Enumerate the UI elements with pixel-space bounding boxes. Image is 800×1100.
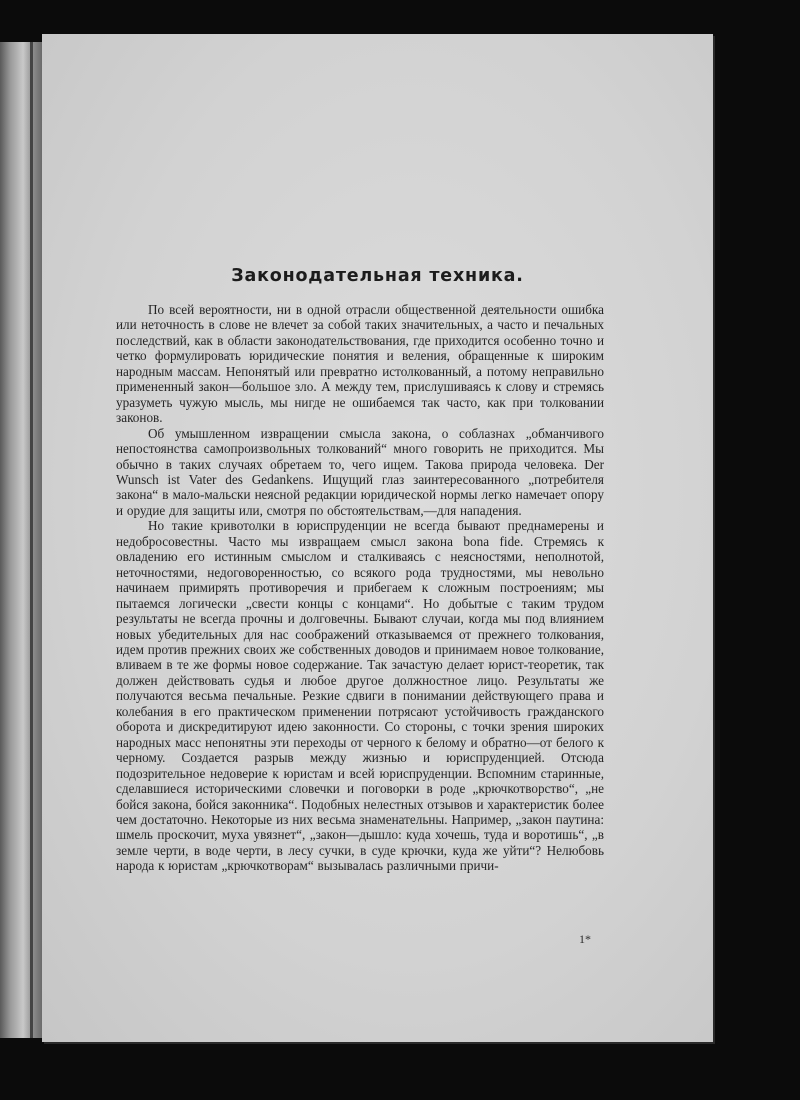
page-stack-edge (0, 42, 42, 1038)
page-title: Законодательная техника. (231, 266, 524, 286)
paragraph: Об умышленном извращении смысла закона, о соблазнах „обманчивого непостоянства самопроизвольных толкований“ много говорить не приходится. Мы обычно в таких случаях обретаем то, чего ищем. Такова природа человека. Der Wunsch ist Vater des Gedankens. Ищущий глаз заинтересованного „потребителя закона“ в мало-мальски неясной редакции юридической нормы легко намечает опору и орудие для защиты или, смотря по обстоятельствам,—для нападения. (116, 425, 604, 518)
body-text (116, 302, 604, 874)
paragraph: Но такие кривотолки в юриспруденции не всегда бывают преднамерены и недобросовестны. Часто мы извращаем смысл закона bona fide. Стремясь к овладению его истинным смыслом и сталкиваясь с неясностями, неполнотой, неточностями, недоговоренностью, со всякого рода трудностями, мы невольно начинаем примирять противоречия и прибегаем к сложным построениям; мы пытаемся логически „свести концы с концами“. Но добытые с таким трудом результаты не всегда прочны и долговечны. Бывают случаи, когда мы под влиянием новых убедительных для нас соображений отказываемся от прежнего толкования, идем против прежних своих же собственных доводов и принимаем новое толкование, вливаем в те же формы новое содержание. Так зачастую делает юрист-теоретик, так должен действовать судья и любое другое должностное лицо. Результаты же получаются весьма печальные. Резкие сдвиги в понимании действующего права и колебания в его практическом применении потрясают устойчивость гражданского оборота и дискредитируют идею законности. Со стороны, с точки зрения широких народных масс непонятны эти переходы от черного к белому и обратно—от белого к черному. Создается разрыв между жизнью и юриспруденцией. Отсюда подозрительное недоверие к юристам и всей юриспруденции. Вспомним старинные, сделавшиеся историческими словечки и поговорки в роде „крючкотворство“, „не бойся закона, бойся законника“. Подобных нелестных отзывов и характеристик более чем достаточно. Некоторые из них весьма знаменательны. Например, „закон паутина: шмель проскочит, муха увязнет“, „закон—дышло: куда хочешь, туда и воротишь“, „в земле черти, в воде черти, в лесу сучки, в суде крючки, куда же уйти“? Нелюбовь народа к юристам „крючкотворам“ вызывалась различными причи- (116, 518, 604, 874)
book-page (42, 34, 713, 1042)
paragraph: По всей вероятности, ни в одной отрасли общественной деятельности ошибка или неточность в слове не влечет за собой таких значительных, а часто и печальных последствий, как в области законодательствования, где приходится особенно точно и четко формулировать юридические понятия и веления, обращенные к широким народным массам. Непонятый или превратно истолкованный, а потому неправильно примененный закон—большое зло. А между тем, прислушиваясь к слову и стремясь уразуметь чужую мысль, мы нигде не ошибаемся так часто, как при толковании законов. (116, 302, 604, 426)
page-number: 1* (579, 932, 591, 946)
